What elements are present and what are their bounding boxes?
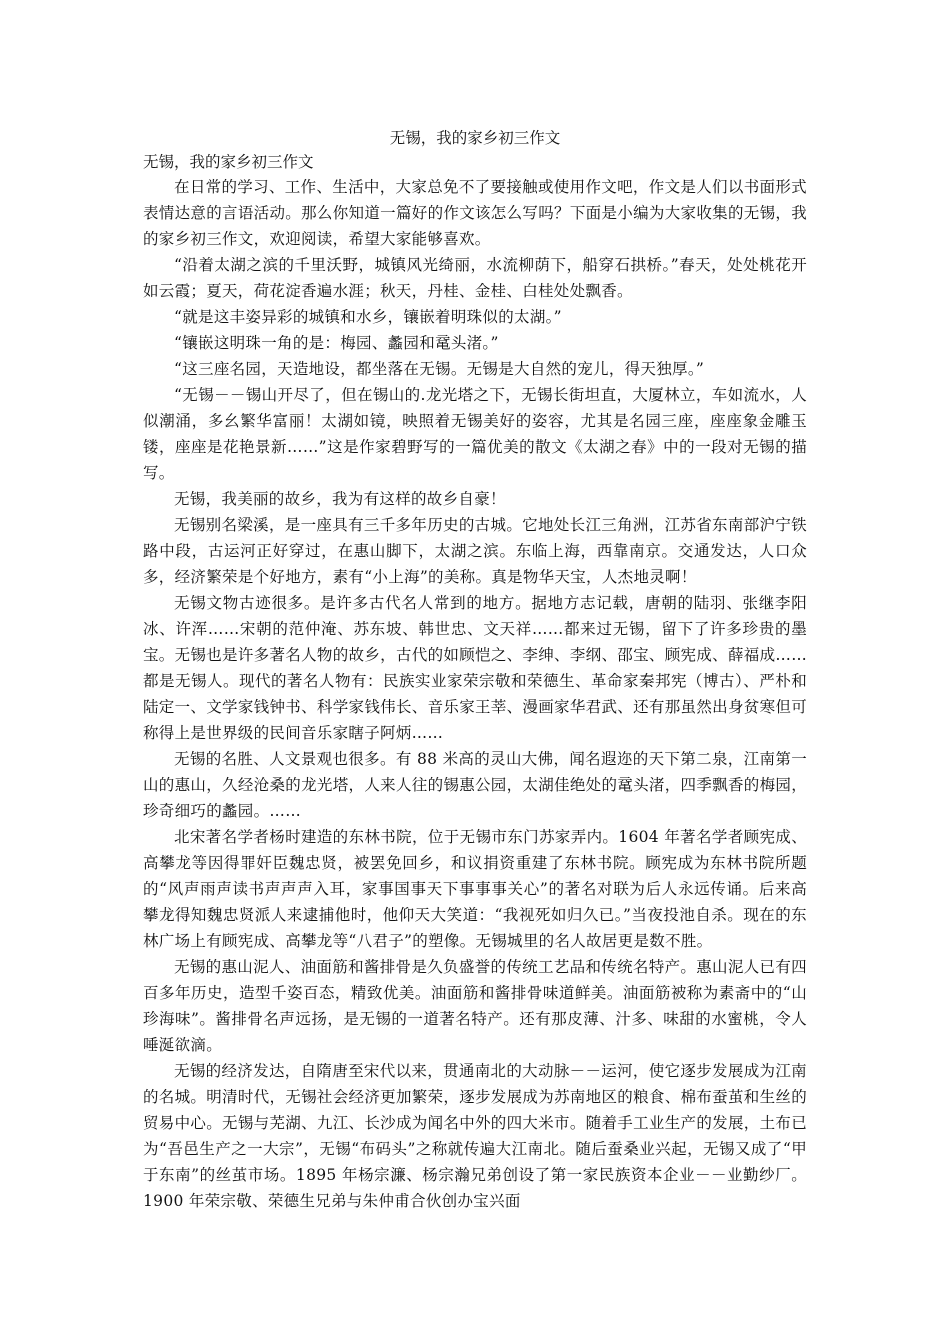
- paragraph: 无锡，我美丽的故乡，我为有这样的故乡自豪！: [174, 490, 506, 508]
- paragraph: 北宋著名学者杨时建造的东林书院，位于无锡市东门苏家弄内。1604 年著名学者顾宪成、高攀龙等因得罪奸臣魏忠贤，被罢免回乡，和议捐资重建了东林书院。顾宪成为东林书院所题的“风声雨声读书声声声入耳，家事国事天下事事事关心”的著名对联为后人永远传诵。后来高攀龙得知魏忠贤派人来逮捕他时，他仰天大笑道：“我视死如归久已。”当夜投池自杀。现在的东林广场上有顾宪成、高攀龙等“八君子”的塑像。无锡城里的名人故居更是数不胜。: [143, 828, 807, 950]
- paragraph: “沿着太湖之滨的千里沃野，城镇风光绮丽，水流柳荫下，船穿石拱桥。”春天，处处桃花开如云霞；夏天，荷花淀香遍水涯；秋天，丹桂、金桂、白桂处处飘香。: [143, 256, 807, 300]
- document-page: [143, 126, 807, 1214]
- paragraph: 无锡文物古迹很多。是许多古代名人常到的地方。据地方志记载，唐朝的陆羽、张继李阳冰、许浑……宋朝的范仲淹、苏东坡、韩世忠、文天祥……都来过无锡，留下了许多珍贵的墨宝。无锡也是许多著名人物的故乡，古代的如顾恺之、李绅、李纲、邵宝、顾宪成、薛福成……都是无锡人。现代的著名人物有：民族实业家荣宗敬和荣德生、革命家秦邦宪（博古）、严朴和陆定一、文学家钱钟书、科学家钱伟长、音乐家王莘、漫画家华君武、还有那虽然出身贫寒但可称得上是世界级的民间音乐家瞎子阿炳……: [143, 594, 807, 742]
- document-title: 无锡，我的家乡初三作文: [389, 129, 561, 147]
- paragraph: “就是这丰姿异彩的城镇和水乡，镶嵌着明珠似的太湖。”: [174, 308, 562, 326]
- document-subtitle: 无锡，我的家乡初三作文: [143, 153, 314, 171]
- paragraph: 无锡别名梁溪，是一座具有三千多年历史的古城。它地处长江三角洲，江苏省东南部沪宁铁路中段，古运河正好穿过，在惠山脚下，太湖之滨。东临上海，西靠南京。交通发达，人口众多，经济繁荣是个好地方，素有“小上海”的美称。真是物华天宝，人杰地灵啊！: [143, 516, 807, 586]
- paragraph: “镶嵌这明珠一角的是：梅园、蠡园和鼋头渚。”: [174, 334, 499, 352]
- paragraph: “这三座名园，天造地设，都坐落在无锡。无锡是大自然的宠儿，得天独厚。”: [174, 360, 705, 378]
- paragraph: “无锡－－锡山开尽了，但在锡山的.龙光塔之下，无锡长街坦直，大厦林立，车如流水，人似潮涌，多幺繁华富丽！太湖如镜，映照着无锡美好的姿容，尤其是名园三座，座座象金雕玉镂，座座是花艳景新……”这是作家碧野写的一篇优美的散文《太湖之春》中的一段对无锡的描写。: [143, 386, 807, 482]
- paragraph: 在日常的学习、工作、生活中，大家总免不了要接触或使用作文吧，作文是人们以书面形式表情达意的言语活动。那么你知道一篇好的作文该怎么写吗？下面是小编为大家收集的无锡，我的家乡初三作文，欢迎阅读，希望大家能够喜欢。: [143, 178, 807, 248]
- paragraph: 无锡的名胜、人文景观也很多。有 88 米高的灵山大佛，闻名遐迩的天下第二泉，江南第一山的惠山，久经沧桑的龙光塔，人来人往的锡惠公园，太湖佳绝处的鼋头渚，四季飘香的梅园，珍奇细巧的蠡园。……: [143, 750, 807, 820]
- paragraph: 无锡的经济发达，自隋唐至宋代以来，贯通南北的大动脉－－运河，使它逐步发展成为江南的名城。明清时代，无锡社会经济更加繁荣，逐步发展成为苏南地区的粮食、棉布蚕茧和生丝的贸易中心。无锡与芜湖、九江、长沙成为闻名中外的四大米市。随着手工业生产的发展，土布已为“吾邑生产之一大宗”，无锡“布码头”之称就传遍大江南北。随后蚕桑业兴起，无锡又成了“甲于东南”的丝茧市场。1895 年杨宗濂、杨宗瀚兄弟创设了第一家民族资本企业－－业勤纱厂。1900 年荣宗敬、荣德生兄弟与朱仲甫合伙创办宝兴面: [143, 1062, 807, 1210]
- paragraph: 无锡的惠山泥人、油面筋和酱排骨是久负盛誉的传统工艺品和传统名特产。惠山泥人已有四百多年历史，造型千姿百态，精致优美。油面筋和酱排骨味道鲜美。油面筋被称为素斋中的“山珍海味”。酱排骨名声远扬，是无锡的一道著名特产。还有那皮薄、汁多、味甜的水蜜桃，令人唾涎欲滴。: [143, 958, 807, 1054]
